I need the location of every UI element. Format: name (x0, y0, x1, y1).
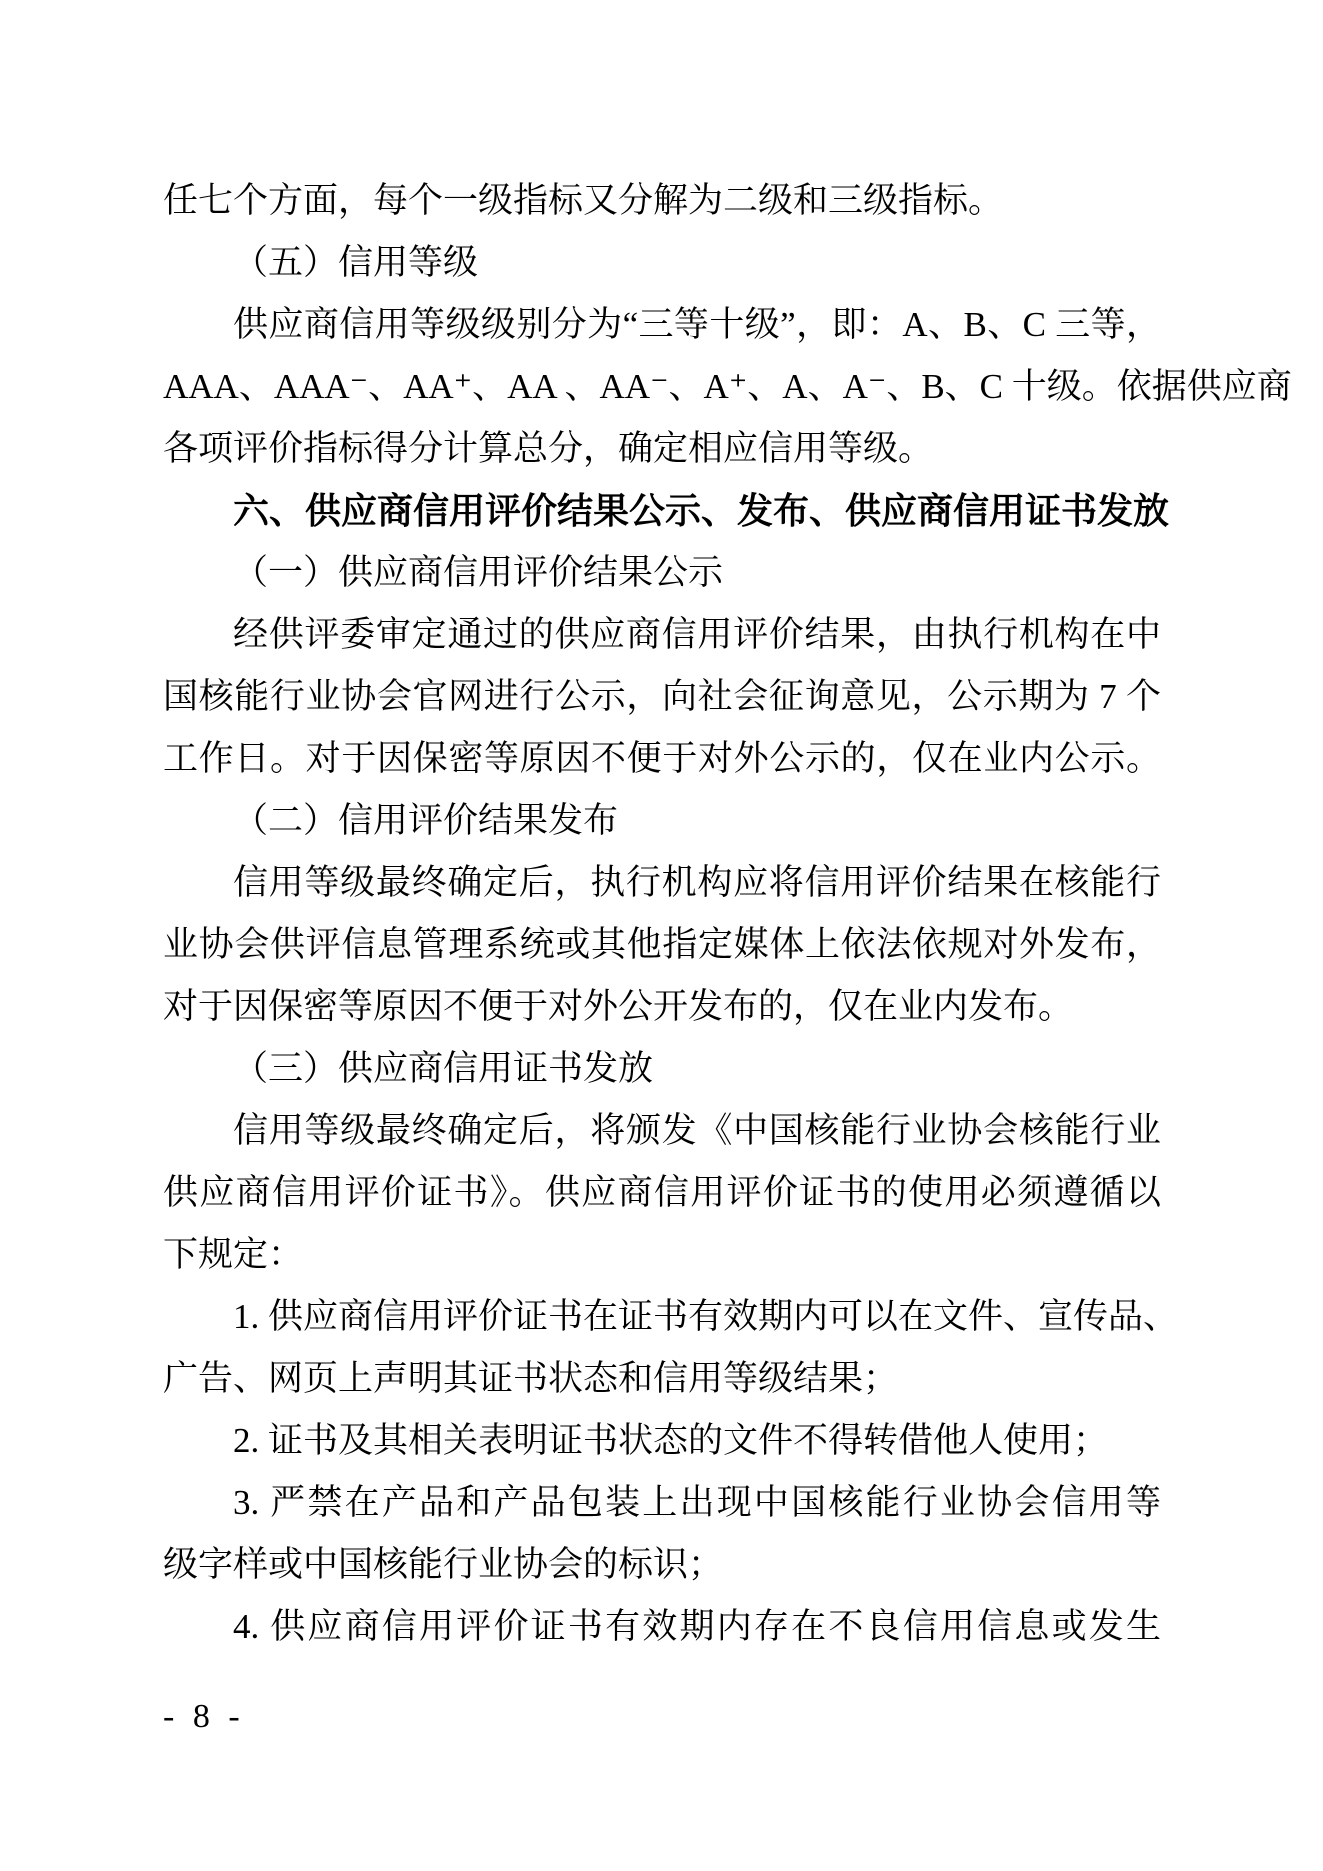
document-line: 工作日。对于因保密等原因不便于对外公示的，仅在业内公示。 (163, 739, 1161, 778)
document-line: 供应商信用评价证书》。供应商信用评价证书的使用必须遵循以 (163, 1173, 1161, 1212)
document-line: 各项评价指标得分计算总分，确定相应信用等级。 (163, 429, 934, 468)
subsection-heading: （二）信用评价结果发布 (233, 801, 619, 840)
document-line: 信用等级最终确定后，执行机构应将信用评价结果在核能行 (233, 863, 1161, 902)
list-item: 1. 供应商信用评价证书在证书有效期内可以在文件、宣传品、 (233, 1297, 1179, 1336)
document-line: 任七个方面，每个一级指标又分解为二级和三级指标。 (163, 181, 1004, 220)
list-item: 级字样或中国核能行业协会的标识； (163, 1545, 724, 1584)
section-heading: 六、供应商信用评价结果公示、发布、供应商信用证书发放 (233, 490, 1170, 531)
subsection-heading: （一）供应商信用评价结果公示 (233, 553, 724, 592)
document-line: 下规定： (163, 1235, 304, 1274)
document-line: AAA、AAA⁻、AA⁺、AA 、AA⁻、A⁺、A、A⁻、B、C 十级。依据供应商 (163, 367, 1292, 406)
document-line: 国核能行业协会官网进行公示，向社会征询意见，公示期为 7 个 (163, 677, 1161, 716)
document-line: 信用等级最终确定后，将颁发《中国核能行业协会核能行业 (233, 1111, 1161, 1150)
list-item: 3. 严禁在产品和产品包装上出现中国核能行业协会信用等 (233, 1483, 1161, 1522)
document-line: 经供评委审定通过的供应商信用评价结果，由执行机构在中 (233, 615, 1161, 654)
page-number: - 8 - (163, 1698, 240, 1735)
list-item: 4. 供应商信用评价证书有效期内存在不良信用信息或发生 (233, 1607, 1161, 1646)
document-line: 业协会供评信息管理系统或其他指定媒体上依法依规对外发布， (163, 925, 1161, 964)
list-item: 2. 证书及其相关表明证书状态的文件不得转借他人使用； (233, 1421, 1109, 1460)
subsection-heading: （五）信用等级 (233, 243, 479, 282)
document-line: 对于因保密等原因不便于对外公开发布的，仅在业内发布。 (163, 987, 1074, 1026)
document-line: 供应商信用等级级别分为“三等十级”，即：A、B、C 三等， (233, 305, 1161, 344)
subsection-heading: （三）供应商信用证书发放 (233, 1049, 654, 1088)
document-body (163, 170, 1292, 1658)
list-item: 广告、网页上声明其证书状态和信用等级结果； (163, 1359, 899, 1398)
